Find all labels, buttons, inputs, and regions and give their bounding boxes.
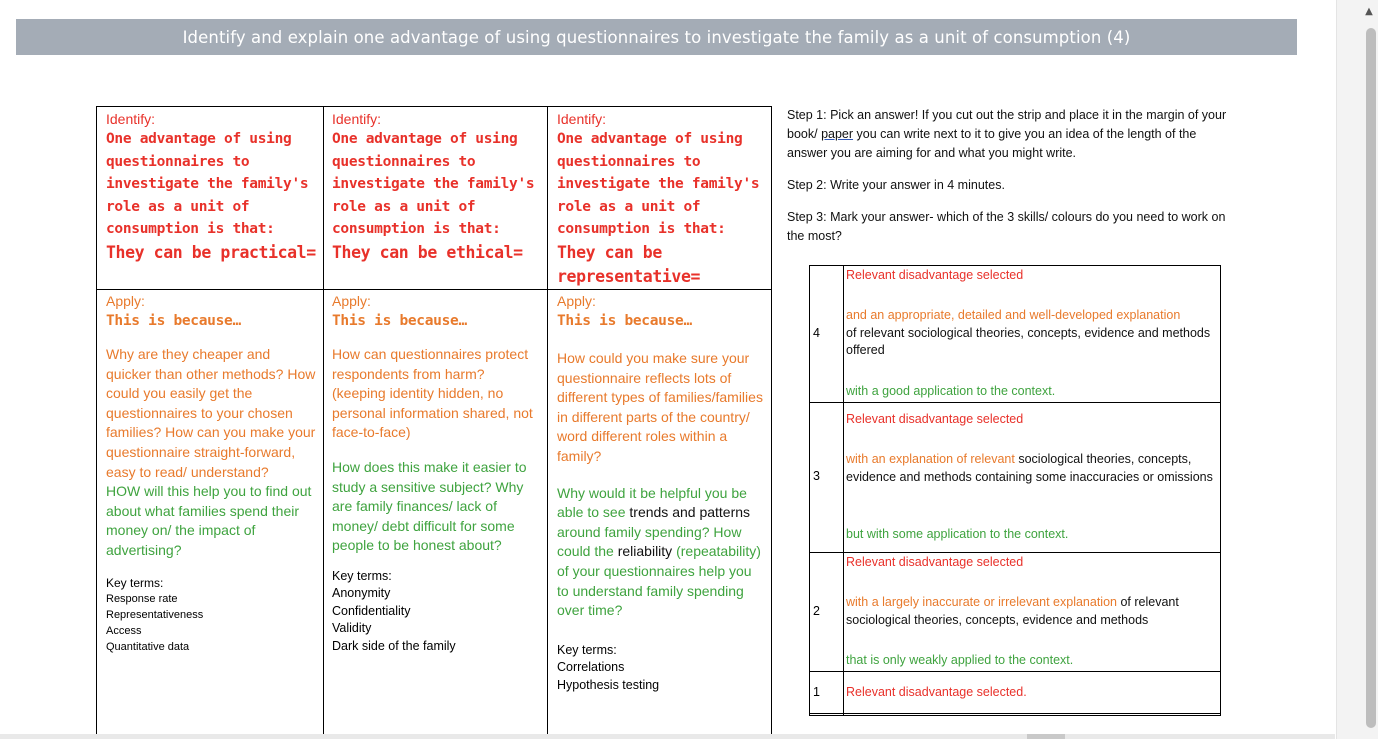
table-divider xyxy=(843,266,844,715)
key-term: Hypothesis testing xyxy=(557,677,660,692)
table-divider xyxy=(810,402,1220,403)
step-2: Step 2: Write your answer in 4 minutes. xyxy=(787,178,1005,192)
identify-text: One advantage of using questionnaires to investigate the family's role as a unit of consumption is that: xyxy=(106,131,309,237)
mark-line-application: that is only weakly applied to the context. xyxy=(846,653,1074,667)
key-term: Dark side of the family xyxy=(332,638,456,653)
identify-cell-ethical xyxy=(332,110,546,265)
mark-line-explanation xyxy=(846,307,1218,360)
identify-cell-practical xyxy=(106,110,320,265)
table-divider xyxy=(323,107,324,737)
answer-ethical: They can be ethical= xyxy=(332,242,523,262)
scrollbar-thumb[interactable] xyxy=(1366,28,1376,728)
prompts-green: HOW will this help you to find out about what families spend their money on/ the impact of advertising? xyxy=(106,483,312,558)
mark-explanation-black: of relevant sociological theories, concepts, evidence and methods xyxy=(846,595,1179,627)
mark-line-selected: Relevant disadvantage selected. xyxy=(846,685,1027,699)
table-divider xyxy=(810,671,1220,672)
prompt-keyword: reliability xyxy=(617,543,673,560)
question-banner: Identify and explain one advantage of using questionnaires to investigate the family as a unit of consumption (4) xyxy=(16,19,1297,55)
apply-label: Apply: xyxy=(106,293,145,309)
step-1 xyxy=(787,106,1227,163)
horizontal-scrollbar-track[interactable] xyxy=(0,734,1335,739)
key-term: Response rate xyxy=(106,592,178,605)
key-term: Representativeness xyxy=(106,608,204,621)
mark-line-selected: Relevant disadvantage selected xyxy=(846,412,1024,426)
key-term: Anonymity xyxy=(332,586,391,601)
identify-cell-representative xyxy=(557,110,769,289)
mark-explanation-orange: with a largely inaccurate or irrelevant explanation xyxy=(846,595,1117,609)
answer-table xyxy=(96,106,772,738)
prompts-orange: How can questionnaires protect respondents from harm? (keeping identity hidden, no personal information shared, not face-to-face) xyxy=(332,346,533,441)
identify-label: Identify: xyxy=(332,111,382,127)
step-1-text: you can write next to it to give you an idea of the length of the answer you are aiming for and what you might write. xyxy=(787,127,1197,160)
mark-line-application: but with some application to the context. xyxy=(846,527,1069,541)
scroll-up-icon[interactable]: ▲ xyxy=(1365,6,1373,17)
mark-score: 3 xyxy=(813,469,820,483)
mark-line-application: with a good application to the context. xyxy=(846,384,1056,398)
apply-label: Apply: xyxy=(332,293,371,309)
prompts-green xyxy=(557,484,767,621)
mark-line-selected: Relevant disadvantage selected xyxy=(846,555,1024,569)
identify-text: One advantage of using questionnaires to investigate the family's role as a unit of consumption is that: xyxy=(557,131,760,237)
key-term: Confidentiality xyxy=(332,603,411,618)
prompt-part: around family spending? How could the xyxy=(557,523,742,560)
key-terms-label: Key terms: xyxy=(106,575,164,590)
prompts-green: How does this make it easier to study a sensitive subject? Why are family finances/ lack of money/ debt difficult for some people to be honest about? xyxy=(332,458,527,554)
mark-explanation-black: of relevant sociological theories, concepts, evidence and methods offered xyxy=(846,325,1211,357)
mark-line-selected: Relevant disadvantage selected xyxy=(846,268,1024,282)
apply-text: This is because… xyxy=(557,313,692,329)
apply-cell-ethical xyxy=(332,292,542,655)
identify-label: Identify: xyxy=(557,111,607,127)
table-divider xyxy=(97,289,771,290)
step-3: Step 3: Mark your answer- which of the 3 skills/ colours do you need to work on the most? xyxy=(787,210,1226,243)
mark-line-explanation xyxy=(846,451,1218,486)
table-divider xyxy=(547,107,548,737)
mark-score: 4 xyxy=(813,326,820,340)
table-divider xyxy=(809,713,1221,716)
answer-practical: They can be practical= xyxy=(106,242,316,262)
table-divider xyxy=(810,552,1220,553)
identify-text: One advantage of using questionnaires to investigate the family's role as a unit of consumption is that: xyxy=(332,131,535,237)
mark-explanation-orange: and an appropriate, detailed and well-developed explanation xyxy=(846,308,1181,322)
prompt-part: (repeatability) of your questionnaires help you to understand family spending over time? xyxy=(557,543,761,619)
mark-explanation-orange: with an explanation of relevant xyxy=(846,452,1015,466)
identify-label: Identify: xyxy=(106,111,156,127)
prompts-orange: How could you make sure your questionnaire reflects lots of different types of families/families in different parts of the country/ word different roles within a family? xyxy=(557,350,763,464)
key-term: Validity xyxy=(332,621,372,636)
horizontal-scrollbar-thumb[interactable] xyxy=(1027,734,1065,739)
key-term: Quantitative data xyxy=(106,640,190,653)
mark-score: 2 xyxy=(813,604,820,618)
answer-representative: They can be representative= xyxy=(557,242,701,286)
mark-explanation-black: sociological theories, concepts, evidence and methods containing some inaccuracies or omissions xyxy=(846,452,1213,484)
key-terms-label: Key terms: xyxy=(557,642,617,657)
apply-text: This is because… xyxy=(332,313,467,329)
step-1-word: paper xyxy=(821,127,854,141)
key-term: Correlations xyxy=(557,660,625,675)
prompt-keyword: trends and patterns xyxy=(629,504,751,521)
mark-score: 1 xyxy=(813,685,820,699)
key-terms-label: Key terms: xyxy=(332,568,392,583)
step-1-text: Step 1: Pick an answer! If you cut out the strip and place it in the margin of your book/ xyxy=(787,108,1227,141)
apply-cell-practical xyxy=(106,292,318,655)
instructions xyxy=(787,106,1227,246)
prompt-part: Why would it be helpful you be able to see xyxy=(557,484,747,521)
mark-line-explanation xyxy=(846,594,1218,629)
prompts-orange: Why are they cheaper and quicker than other methods? How could you easily get the questionnaires to your chosen families? How can you make your questionnaire straight-forward, easy to read/ understand? xyxy=(106,346,316,480)
mark-scheme-table xyxy=(809,265,1221,716)
key-term: Access xyxy=(106,624,142,637)
apply-label: Apply: xyxy=(557,293,596,309)
apply-text: This is because… xyxy=(106,313,241,329)
apply-cell-representative xyxy=(557,292,767,694)
